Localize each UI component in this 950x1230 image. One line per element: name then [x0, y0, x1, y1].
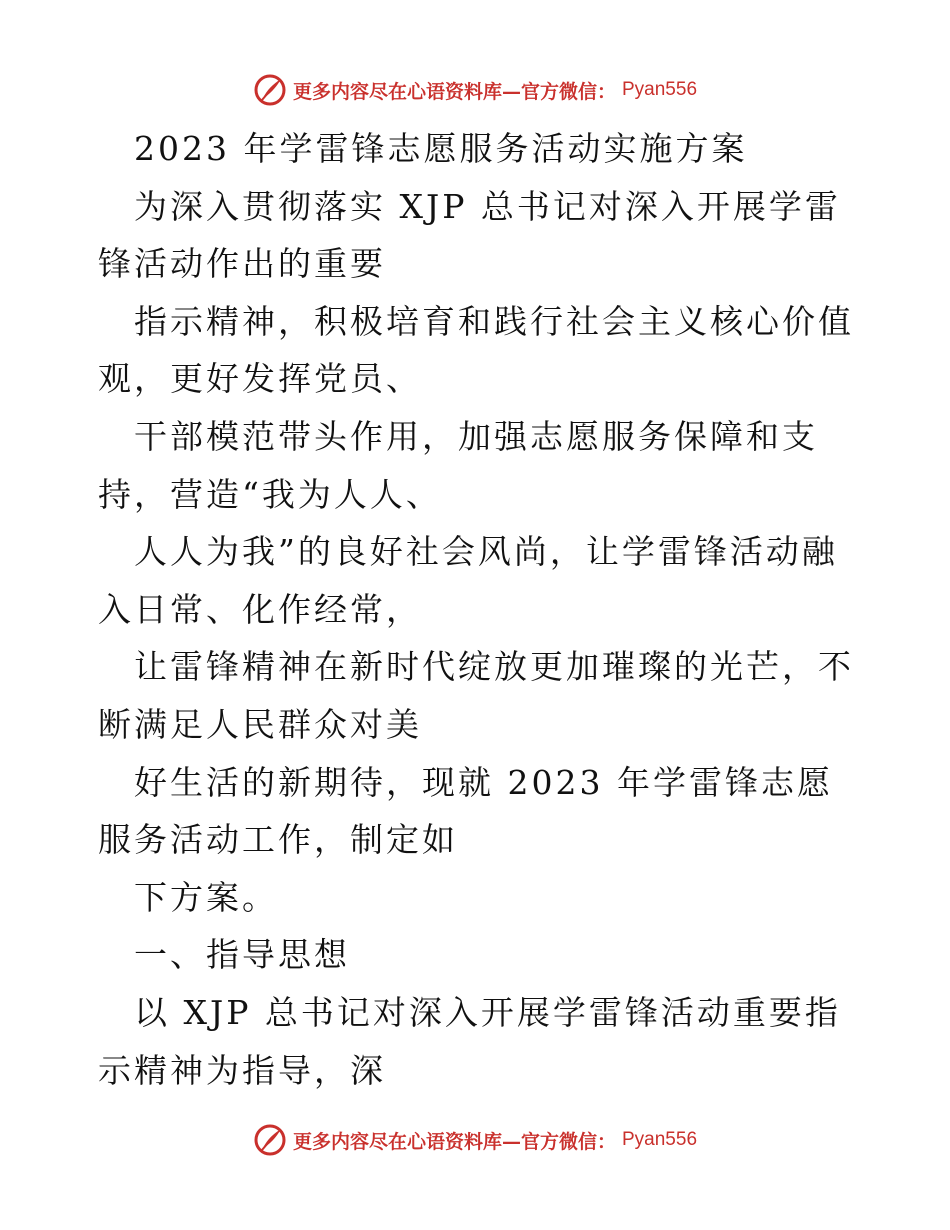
watermark-text: 更多内容尽在心语资料库—官方微信：	[292, 1130, 616, 1153]
paragraph: 为深入贯彻落实 XJP 总书记对深入开展学雷锋活动作出的重要	[98, 186, 841, 284]
watermark-wechat-id: Pyan556	[622, 1129, 698, 1150]
paragraph: 人人为我”的良好社会风尚，让学雷锋活动融入日常、化作经常，	[98, 532, 838, 629]
watermark-wechat-id: Pyan556	[622, 79, 698, 100]
feather-quill-circle-icon	[253, 73, 287, 107]
paragraph: 让雷锋精神在新时代绽放更加璀璨的光芒，不断满足人民群众对美	[98, 647, 854, 744]
paragraph: 干部模范带头作用，加强志愿服务保障和支持，营造“我为人人、	[98, 416, 818, 514]
paragraph: 好生活的新期待，现就 2023 年学雷锋志愿服务活动工作，制定如	[98, 762, 833, 860]
paragraph: 以 XJP 总书记对深入开展学雷锋活动重要指示精神为指导，深	[98, 992, 841, 1090]
paragraph: 下方案。	[134, 877, 278, 917]
feather-quill-circle-icon	[253, 1123, 287, 1157]
paragraph: 指示精神，积极培育和践行社会主义核心价值观，更好发挥党员、	[98, 301, 854, 399]
document-title: 2023 年学雷锋志愿服务活动实施方案	[134, 129, 748, 168]
document-body	[98, 120, 858, 1099]
section-heading: 一、指导思想	[134, 935, 350, 975]
watermark-text: 更多内容尽在心语资料库—官方微信：	[292, 80, 616, 103]
header-watermark	[0, 70, 950, 110]
footer-watermark	[0, 1120, 950, 1160]
